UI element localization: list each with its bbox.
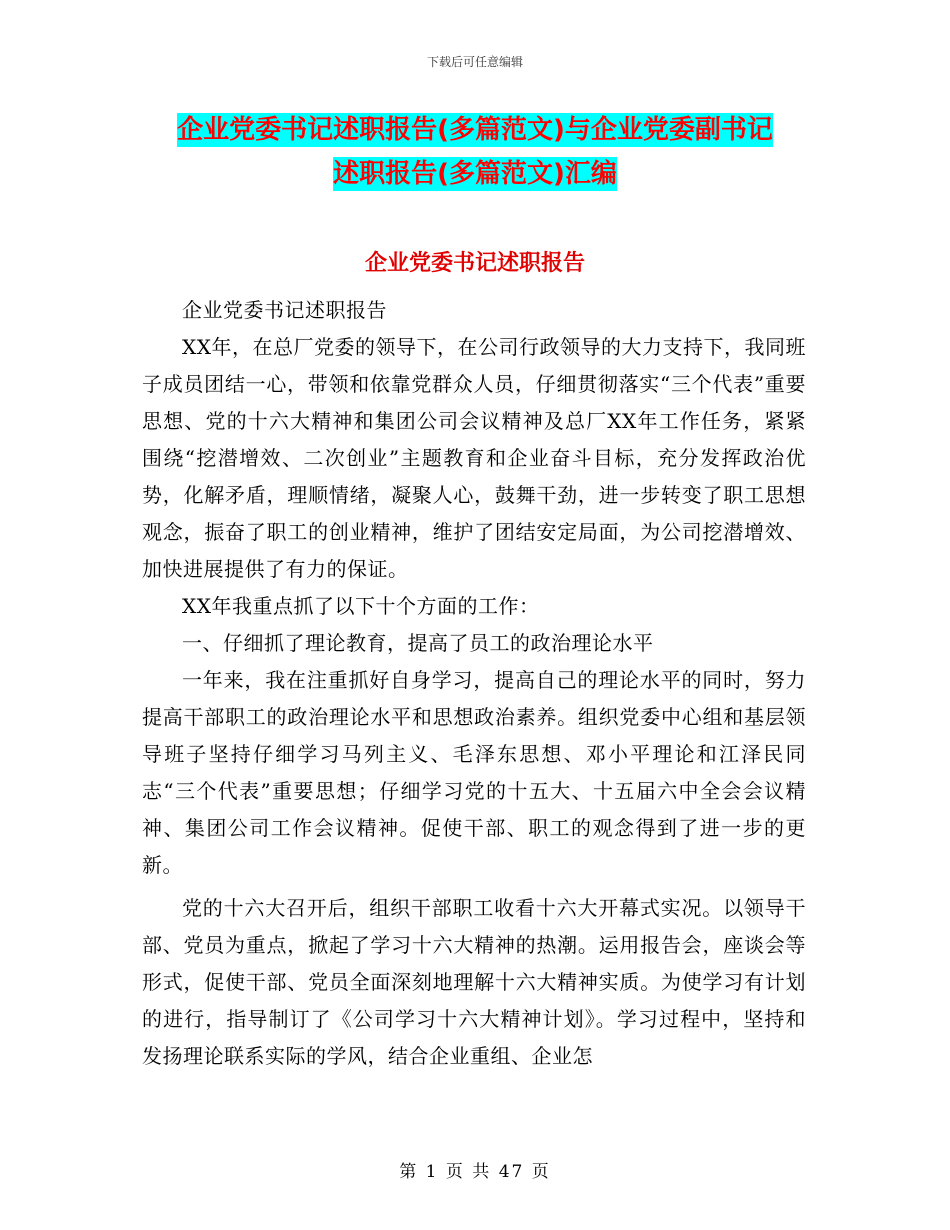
paragraph: 一年来，我在注重抓好自身学习，提高自己的理论水平的同时，努力提高干部职工的政治理论水平和思想政治素养。组织党委中心组和基层领导班子坚持仔细学习马列主义、毛泽东思想、邓小平理论和江泽民同志“三个代表”重要思想；仔细学习党的十五大、十五届六中全会会议精神、集团公司工作会议精神。促使干部、职工的观念得到了进一步的更新。 <box>142 668 806 877</box>
document-title <box>150 108 800 196</box>
page-header-note: 下载后可任意编辑 <box>426 55 523 69</box>
paragraph: XX年，在总厂党委的领导下，在公司行政领导的大力支持下，我同班子成员团结一心，带领和依靠党群众人员，仔细贯彻落实“三个代表”重要思想、党的十六大精神和集团公司会议精神及总厂XX年工作任务，紧紧围绕“挖潜增效、二次创业”主题教育和企业奋斗目标，充分发挥政治优势，化解矛盾，理顺情绪，凝聚人心，鼓舞干劲，进一步转变了职工思想观念，振奋了职工的创业精神，维护了团结安定局面，为公司挖潜增效、加快进展提供了有力的保证。 <box>142 335 806 581</box>
title-line-2: 述职报告(多篇范文)汇编 <box>333 159 617 189</box>
paragraph: 党的十六大召开后，组织干部职工收看十六大开幕式实况。以领导干部、党员为重点，掀起了学习十六大精神的热潮。运用报告会，座谈会等形式，促使干部、党员全面深刻地理解十六大精神实质。为使学习有计划的进行，指导制订了《公司学习十六大精神计划》。学习过程中，坚持和发扬理论联系实际的学风，结合企业重组、企业怎 <box>142 896 806 1068</box>
paragraph: 一、仔细抓了理论教育，提高了员工的政治理论水平 <box>182 631 654 655</box>
document-body <box>142 292 806 1075</box>
title-line-1: 企业党委书记述职报告(多篇范文)与企业党委副书记 <box>177 115 773 145</box>
paragraph: XX年我重点抓了以下十个方面的工作： <box>182 594 540 618</box>
page-footer: 第 1 页 共 47 页 <box>399 1162 551 1182</box>
paragraph: 企业党委书记述职报告 <box>182 298 387 322</box>
section-title: 企业党委书记述职报告 <box>364 251 585 276</box>
